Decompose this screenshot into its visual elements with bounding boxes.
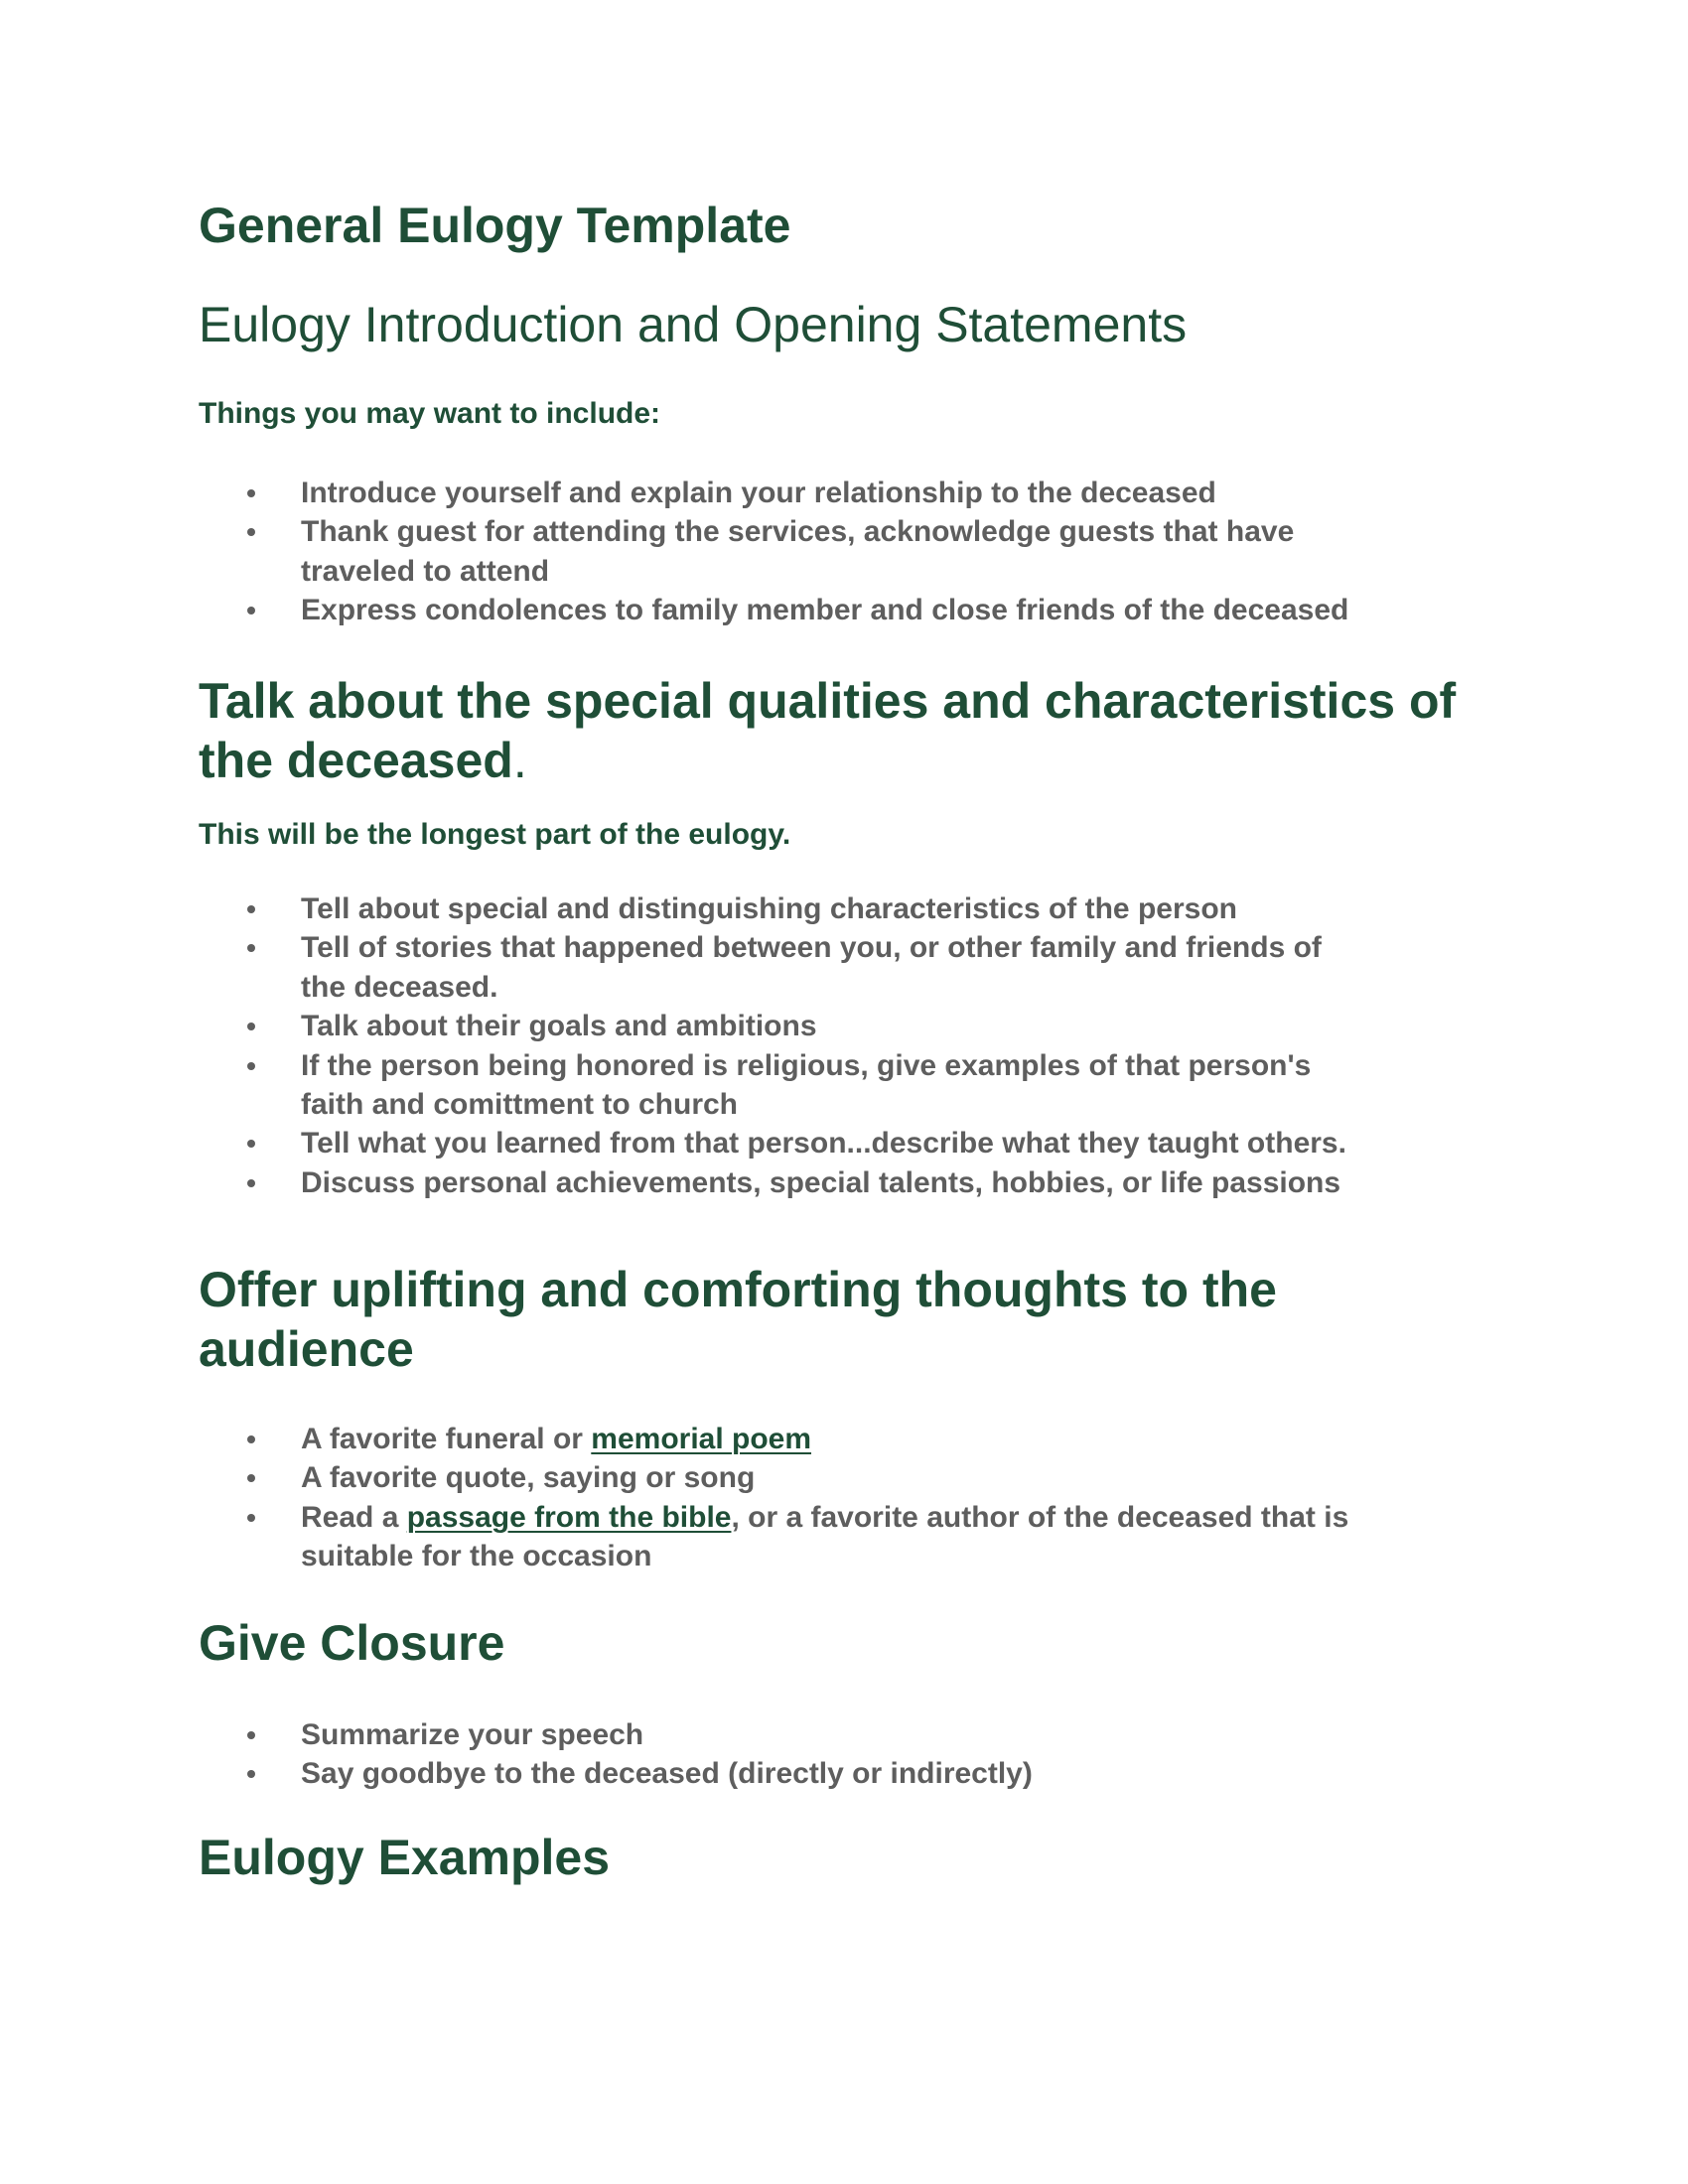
- bullet-icon: [247, 1514, 255, 1522]
- list-item-text: Tell about special and distinguishing characteristics of the person: [301, 892, 1237, 925]
- intro-bullet-list: [238, 474, 1348, 630]
- bullet-icon: [247, 944, 255, 952]
- list-item-text-continued: the deceased.: [301, 970, 498, 1004]
- list-item-text-continued: faith and comittment to church: [301, 1088, 739, 1122]
- list-item: [238, 474, 1348, 512]
- list-item-text: Summarize your speech: [301, 1718, 644, 1751]
- qualities-heading-line2-text: the deceased: [199, 733, 513, 788]
- qualities-heading-line2: [199, 731, 1456, 790]
- list-item-text: A favorite quote, saying or song: [301, 1461, 756, 1495]
- list-item: [238, 928, 1346, 1007]
- bible-passage-link[interactable]: passage from the bible: [406, 1500, 732, 1534]
- intro-section-heading: Eulogy Introduction and Opening Statements: [199, 297, 1188, 352]
- closure-bullet-list: [238, 1715, 1033, 1794]
- bullet-icon: [247, 905, 255, 913]
- bullet-icon: [247, 528, 255, 536]
- uplifting-section-heading: [199, 1260, 1277, 1379]
- list-item-text: [301, 1420, 1348, 1458]
- list-item: [238, 889, 1346, 928]
- document-title: General Eulogy Template: [199, 198, 791, 253]
- list-item: [238, 512, 1348, 591]
- list-item-prefix: A favorite funeral or: [301, 1423, 592, 1455]
- list-item: [238, 1007, 1346, 1045]
- memorial-poem-link[interactable]: memorial poem: [591, 1423, 812, 1455]
- list-item: [238, 591, 1348, 629]
- uplifting-bullet-list: [238, 1420, 1348, 1576]
- list-item-text: Talk about their goals and ambitions: [301, 1010, 817, 1043]
- list-item-text: Discuss personal achievements, special talents, hobbies, or life passions: [301, 1165, 1341, 1199]
- list-item-prefix: Read a: [301, 1500, 407, 1534]
- list-item-text: Tell what you learned from that person...describe what they taught others.: [301, 1127, 1346, 1160]
- uplifting-heading-line2: audience: [199, 1321, 414, 1377]
- bullet-icon: [247, 607, 255, 614]
- bullet-icon: [247, 1770, 255, 1778]
- bullet-icon: [247, 1140, 255, 1148]
- list-item-text: If the person being honored is religious, give examples of that person's: [301, 1048, 1312, 1082]
- examples-section-heading: Eulogy Examples: [199, 1830, 611, 1885]
- intro-section-lead: Things you may want to include:: [199, 397, 661, 430]
- list-item-text: [301, 1498, 1348, 1537]
- qualities-heading-line1: Talk about the special qualities and characteristics of: [199, 673, 1457, 729]
- bullet-icon: [247, 1731, 255, 1739]
- list-item: [238, 1498, 1348, 1576]
- qualities-section-lead: This will be the longest part of the eulogy.: [199, 818, 791, 851]
- closure-section-heading: Give Closure: [199, 1615, 505, 1671]
- bullet-icon: [247, 1179, 255, 1187]
- bullet-icon: [247, 489, 255, 497]
- list-item-text: Tell of stories that happened between you, or other family and friends of: [301, 931, 1322, 965]
- list-item-text: Express condolences to family member and close friends of the deceased: [301, 594, 1349, 627]
- qualities-heading-period: .: [512, 733, 527, 788]
- list-item: [238, 1046, 1346, 1125]
- list-item: [238, 1754, 1033, 1793]
- list-item-suffix: , or a favorite author of the deceased that is: [731, 1500, 1349, 1534]
- list-item: [238, 1124, 1346, 1162]
- bullet-icon: [247, 1435, 255, 1443]
- list-item-text: Introduce yourself and explain your relationship to the deceased: [301, 477, 1216, 509]
- list-item: [238, 1458, 1348, 1497]
- qualities-bullet-list: [238, 889, 1346, 1202]
- list-item: [238, 1420, 1348, 1458]
- bullet-icon: [247, 1474, 255, 1482]
- list-item: [238, 1715, 1033, 1754]
- list-item-text-continued: traveled to attend: [301, 554, 550, 588]
- qualities-section-heading: [199, 671, 1456, 790]
- uplifting-heading-line1: Offer uplifting and comforting thoughts to the: [199, 1262, 1277, 1317]
- list-item: [238, 1163, 1346, 1202]
- bullet-icon: [247, 1023, 255, 1030]
- list-item-text: Thank guest for attending the services, acknowledge guests that have: [301, 515, 1295, 549]
- list-item-text-continued: suitable for the occasion: [301, 1540, 652, 1573]
- bullet-icon: [247, 1062, 255, 1070]
- list-item-text: Say goodbye to the deceased (directly or indirectly): [301, 1757, 1033, 1791]
